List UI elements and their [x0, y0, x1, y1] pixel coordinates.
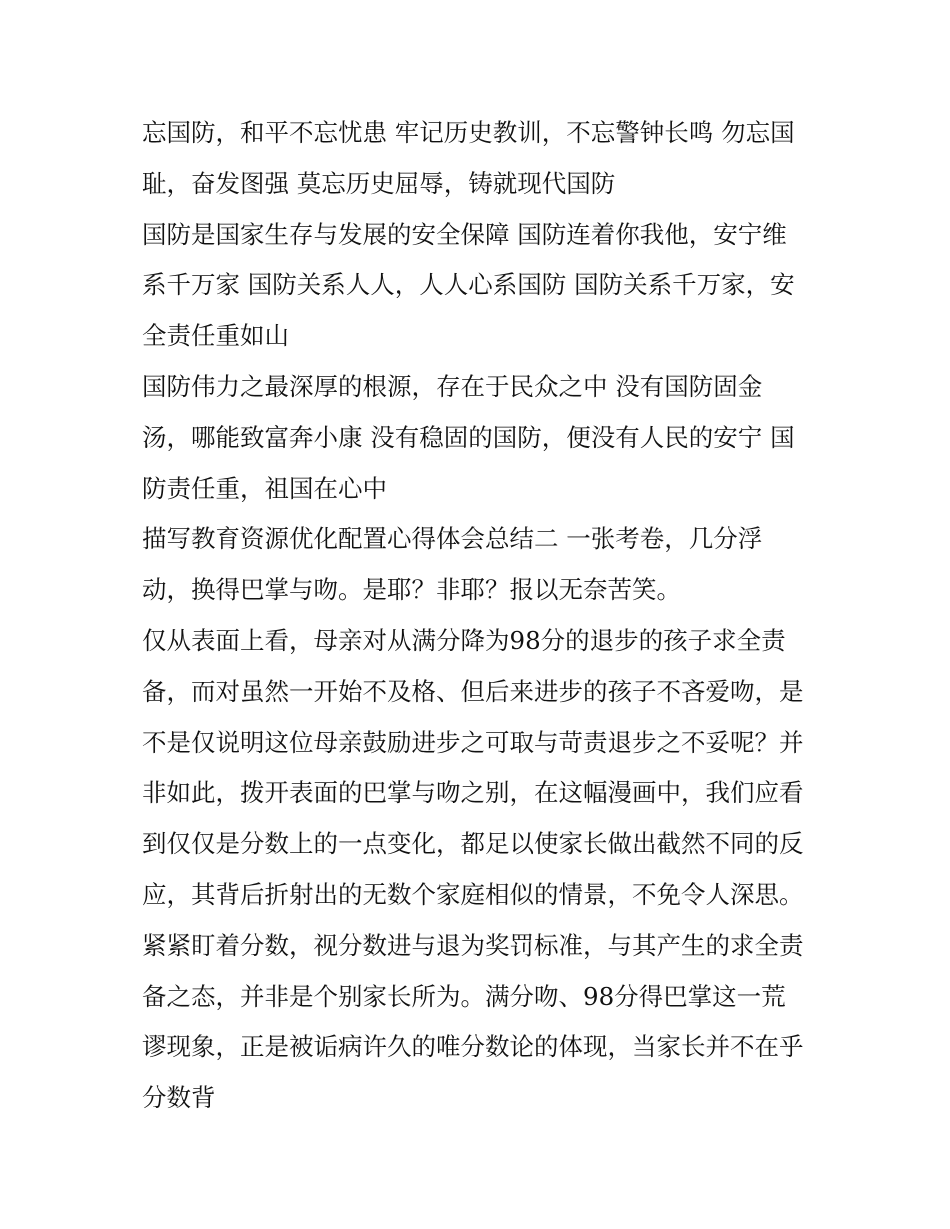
text-line: 汤，哪能致富奔小康 没有稳固的国防，便没有人民的安宁 国	[142, 422, 795, 452]
text-line: 分数背	[142, 1083, 216, 1113]
text-line: 紧紧盯着分数，视分数进与退为奖罚标准，与其产生的求全责	[142, 930, 804, 960]
paragraph-national-defense-slogans-2	[142, 210, 822, 362]
text-line: 动，换得巴掌与吻。是耶？非耶？报以无奈苦笑。	[142, 575, 681, 605]
text-line: 防责任重，祖国在心中	[142, 473, 387, 503]
text-line: 谬现象，正是被诟病许久的唯分数论的体现，当家长并不在乎	[142, 1032, 804, 1062]
text-line: 系千万家 国防关系人人，人人心系国防 国防关系千万家，安	[142, 270, 795, 300]
text-line: 全责任重如山	[142, 321, 289, 351]
text-line: 忘国防，和平不忘忧患 牢记历史教训，不忘警钟长鸣 勿忘国	[142, 118, 795, 147]
text-line: 应，其背后折射出的无数个家庭相似的情景，不免令人深思。	[142, 879, 804, 909]
paragraph-essay-body-1	[142, 616, 822, 921]
text-line: 国防是国家生存与发展的安全保障 国防连着你我他，安宁维	[142, 219, 787, 249]
text-line: 描写教育资源优化配置心得体会总结二 一张考卷，几分浮	[142, 524, 763, 554]
paragraph-essay-heading	[142, 514, 822, 616]
text-line: 仅从表面上看，母亲对从满分降为98分的退步的孩子求全责	[142, 625, 786, 655]
document-body	[142, 108, 822, 1124]
text-line: 国防伟力之最深厚的根源，存在于民众之中 没有国防固金	[142, 371, 763, 401]
text-line: 到仅仅是分数上的一点变化，都足以使家长做出截然不同的反	[142, 829, 804, 859]
text-line: 备，而对虽然一开始不及格、但后来进步的孩子不吝爱吻，是	[142, 676, 804, 706]
text-line: 不是仅说明这位母亲鼓励进步之可取与苛责退步之不妥呢？并	[142, 727, 804, 757]
text-line: 耻，奋发图强 莫忘历史屈辱，铸就现代国防	[142, 168, 616, 198]
paragraph-national-defense-slogans-3	[142, 362, 822, 514]
text-line: 备之态，并非是个别家长所为。满分吻、98分得巴掌这一荒	[142, 981, 786, 1011]
paragraph-national-defense-slogans-1	[142, 108, 822, 210]
paragraph-essay-body-2	[142, 921, 822, 1124]
text-line: 非如此，拨开表面的巴掌与吻之别，在这幅漫画中，我们应看	[142, 778, 804, 808]
